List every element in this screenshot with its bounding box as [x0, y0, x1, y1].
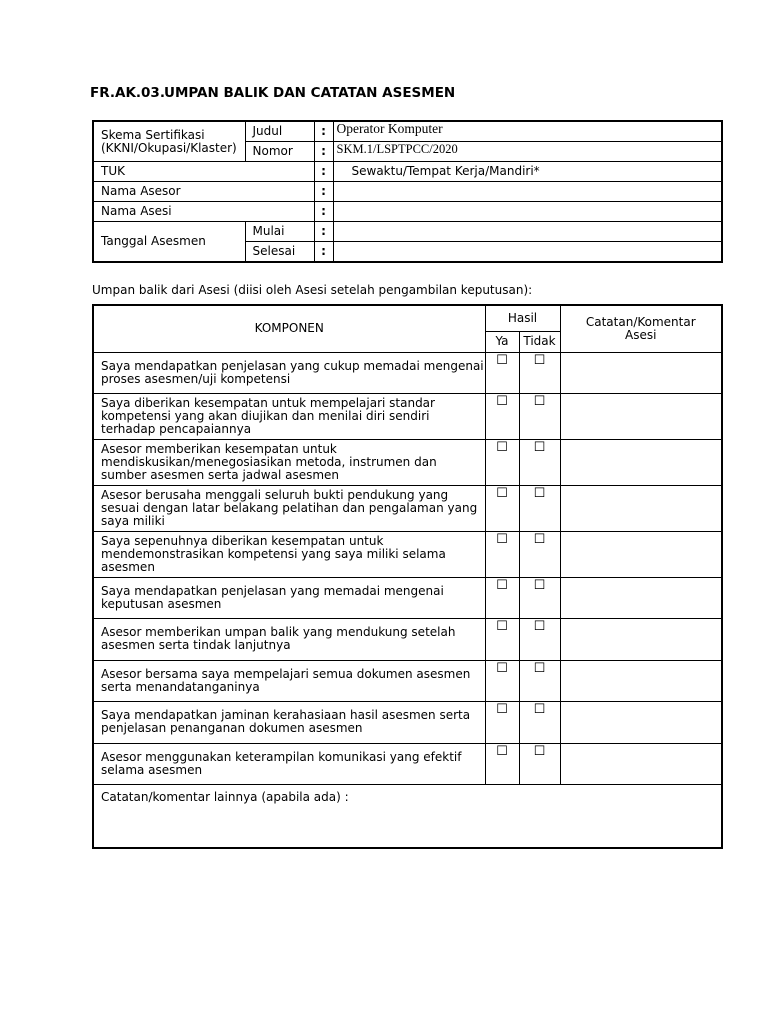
catatan-cell[interactable] — [560, 485, 722, 531]
colon: : — [314, 162, 333, 182]
catatan-cell[interactable] — [560, 531, 722, 577]
hasil-header: Hasil — [485, 305, 560, 331]
catatan-cell[interactable] — [560, 660, 722, 701]
skema-label: Skema Sertifikasi (KKNI/Okupasi/Klaster) — [93, 121, 245, 162]
komponen-item: Saya sepenuhnya diberikan kesempatan untuk mendemonstrasikan kompetensi yang saya miliki selama asesmen — [93, 531, 485, 577]
ya-checkbox[interactable]: ☐ — [485, 393, 519, 439]
komponen-item: Asesor memberikan umpan balik yang mendukung setelah asesmen serta tindak lanjutnya — [93, 618, 485, 660]
ya-checkbox[interactable]: ☐ — [485, 743, 519, 784]
tidak-checkbox[interactable]: ☐ — [519, 743, 560, 784]
komponen-item: Saya diberikan kesempatan untuk mempelajari standar kompetensi yang akan diujikan dan menilai diri sendiri terhadap pencapaiannya — [93, 393, 485, 439]
form-title-text: UMPAN BALIK DAN CATATAN ASESMEN — [164, 85, 456, 101]
colon: : — [314, 242, 333, 263]
info-row-asesi — [93, 202, 722, 222]
tidak-header: Tidak — [519, 331, 560, 352]
colon: : — [314, 142, 333, 162]
asesor-value[interactable] — [333, 182, 722, 202]
ya-checkbox[interactable]: ☐ — [485, 352, 519, 393]
nomor-value[interactable]: SKM.1/LSPTPCC/2020 — [333, 142, 722, 162]
ya-checkbox[interactable]: ☐ — [485, 660, 519, 701]
colon: : — [314, 121, 333, 142]
tidak-checkbox[interactable]: ☐ — [519, 531, 560, 577]
selesai-label: Selesai — [245, 242, 314, 263]
table-row — [93, 439, 722, 485]
table-row — [93, 618, 722, 660]
catatan-cell[interactable] — [560, 618, 722, 660]
colon: : — [314, 202, 333, 222]
tuk-value[interactable]: Sewaktu/Tempat Kerja/Mandiri* — [333, 162, 722, 182]
table-row — [93, 393, 722, 439]
table-row — [93, 531, 722, 577]
ya-checkbox[interactable]: ☐ — [485, 701, 519, 743]
table-row — [93, 352, 722, 393]
nomor-label: Nomor — [245, 142, 314, 162]
tidak-checkbox[interactable]: ☐ — [519, 352, 560, 393]
asesor-label: Nama Asesor — [93, 182, 314, 202]
ya-checkbox[interactable]: ☐ — [485, 439, 519, 485]
judul-label: Judul — [245, 121, 314, 142]
catatan-cell[interactable] — [560, 701, 722, 743]
catatan-cell[interactable] — [560, 743, 722, 784]
ya-checkbox[interactable]: ☐ — [485, 531, 519, 577]
komponen-item: Asesor bersama saya mempelajari semua dokumen asesmen serta menandatanganinya — [93, 660, 485, 701]
info-row-asesor — [93, 182, 722, 202]
catatan-cell[interactable] — [560, 577, 722, 618]
colon: : — [314, 222, 333, 242]
ya-checkbox[interactable]: ☐ — [485, 485, 519, 531]
selesai-value[interactable] — [333, 242, 722, 263]
colon: : — [314, 182, 333, 202]
form-title — [90, 85, 455, 101]
komponen-item: Saya mendapatkan penjelasan yang cukup memadai mengenai proses asesmen/uji kompetensi — [93, 352, 485, 393]
intro-text: Umpan balik dari Asesi (diisi oleh Asesi setelah pengambilan keputusan): — [92, 283, 533, 297]
komponen-item: Saya mendapatkan jaminan kerahasiaan hasil asesmen serta penjelasan penanganan dokumen asesmen — [93, 701, 485, 743]
tidak-checkbox[interactable]: ☐ — [519, 485, 560, 531]
table-row — [93, 701, 722, 743]
tidak-checkbox[interactable]: ☐ — [519, 618, 560, 660]
tidak-checkbox[interactable]: ☐ — [519, 439, 560, 485]
catatan-lain-label[interactable]: Catatan/komentar lainnya (apabila ada) : — [93, 784, 722, 848]
catatan-cell[interactable] — [560, 352, 722, 393]
info-row-tuk — [93, 162, 722, 182]
komponen-item: Asesor menggunakan keterampilan komunikasi yang efektif selama asesmen — [93, 743, 485, 784]
table-row — [93, 743, 722, 784]
table-row — [93, 577, 722, 618]
mulai-label: Mulai — [245, 222, 314, 242]
catatan-lain-row — [93, 784, 722, 848]
komponen-header: KOMPONEN — [93, 305, 485, 352]
feedback-items — [93, 352, 722, 784]
komponen-item: Saya mendapatkan penjelasan yang memadai mengenai keputusan asesmen — [93, 577, 485, 618]
komponen-item: Asesor berusaha menggali seluruh bukti pendukung yang sesuai dengan latar belakang pelatihan dan pengalaman yang saya miliki — [93, 485, 485, 531]
catatan-cell[interactable] — [560, 439, 722, 485]
ya-header: Ya — [485, 331, 519, 352]
tidak-checkbox[interactable]: ☐ — [519, 577, 560, 618]
tidak-checkbox[interactable]: ☐ — [519, 701, 560, 743]
tanggal-label: Tanggal Asesmen — [93, 222, 245, 263]
komponen-item: Asesor memberikan kesempatan untuk mendiskusikan/menegosiasikan metoda, instrumen dan sumber asesmen serta jadwal asesmen — [93, 439, 485, 485]
info-table — [92, 120, 723, 263]
feedback-table — [92, 304, 723, 849]
tuk-label: TUK — [93, 162, 314, 182]
table-row — [93, 660, 722, 701]
table-row — [93, 485, 722, 531]
catatan-header: Catatan/Komentar Asesi — [560, 305, 722, 352]
form-code: FR.AK.03. — [90, 85, 165, 101]
asesi-label: Nama Asesi — [93, 202, 314, 222]
judul-value[interactable]: Operator Komputer — [333, 121, 722, 142]
tidak-checkbox[interactable]: ☐ — [519, 660, 560, 701]
asesi-value[interactable] — [333, 202, 722, 222]
tidak-checkbox[interactable]: ☐ — [519, 393, 560, 439]
mulai-value[interactable] — [333, 222, 722, 242]
ya-checkbox[interactable]: ☐ — [485, 618, 519, 660]
catatan-cell[interactable] — [560, 393, 722, 439]
feedback-header-row — [93, 305, 722, 331]
info-row-judul — [93, 121, 722, 142]
info-row-mulai — [93, 222, 722, 242]
ya-checkbox[interactable]: ☐ — [485, 577, 519, 618]
